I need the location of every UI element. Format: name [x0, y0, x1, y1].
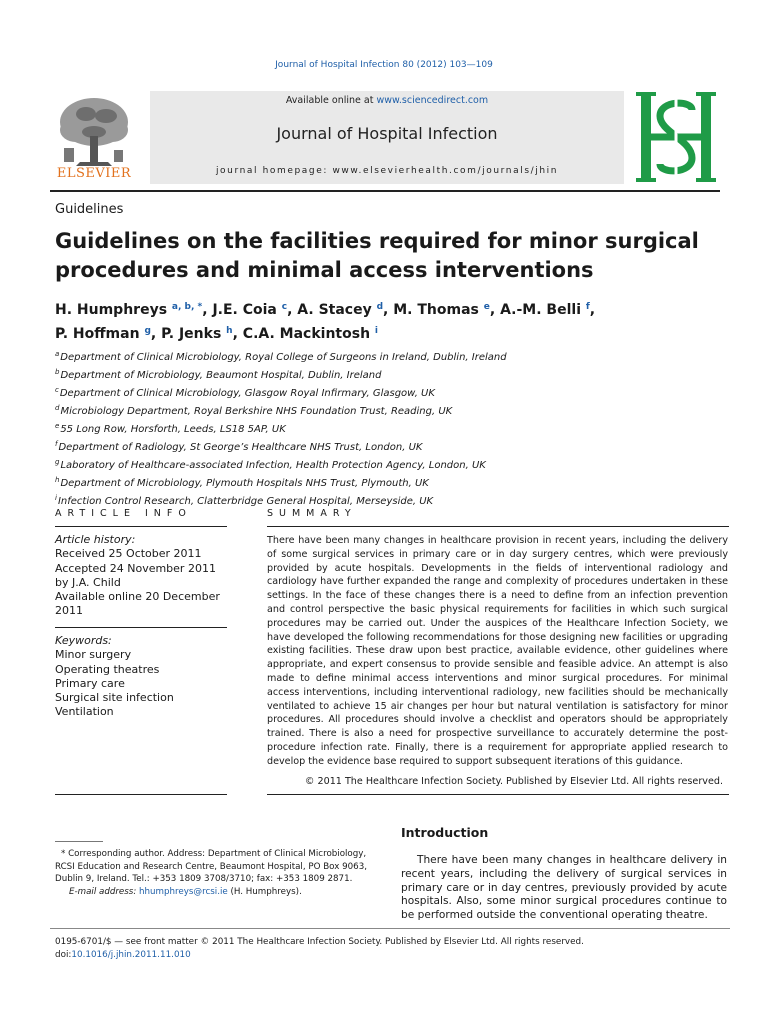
- summary-rule: [267, 794, 729, 795]
- journal-homepage-link[interactable]: journal homepage: www.elsevierhealth.com/journals/jhin: [215, 166, 559, 176]
- footnote-rule: [55, 841, 103, 842]
- doi-link[interactable]: 10.1016/j.jhin.2011.11.010: [71, 950, 191, 960]
- introduction-heading: Introduction: [401, 825, 489, 840]
- history-line: Received 25 October 2011: [55, 547, 202, 561]
- author: P. Jenks $^h$,: [161, 326, 243, 342]
- history-line: Available online 20 December: [55, 590, 220, 604]
- journal-citation[interactable]: Journal of Hospital Infection 80 (2012) 103—109: [275, 60, 493, 70]
- affiliation: $^h$Department of Microbiology, Plymouth Hospitals NHS Trust, Plymouth, UK: [55, 476, 429, 489]
- keyword: Operating theatres: [55, 662, 160, 676]
- article-info-rule: [55, 526, 227, 527]
- article-title: Guidelines on the facilities required for minor surgical procedures and minimal access interventions: [55, 229, 699, 282]
- affiliation: $^b$Department of Microbiology, Beaumont Hospital, Dublin, Ireland: [55, 368, 382, 381]
- article-history: [55, 533, 230, 619]
- available-online-line: [150, 95, 624, 106]
- history-line: Accepted 24 November 2011: [55, 561, 216, 575]
- affiliation: $^i$Infection Control Research, Clatterbridge General Hospital, Merseyside, UK: [55, 494, 434, 507]
- issn-text: 0195-6701/$ — see front matter © 2011 The Healthcare Infection Society. Published by Elsevier Ltd. All rights reserved.: [55, 937, 584, 947]
- author: M. Thomas $^e$,: [393, 302, 501, 318]
- author-list: [55, 297, 745, 345]
- his-society-logo: [632, 88, 720, 186]
- email-label: E-mail address:: [69, 886, 140, 897]
- affiliation-list: [55, 347, 745, 509]
- section-label: Guidelines: [55, 202, 124, 217]
- keywords-label: Keywords:: [55, 634, 112, 647]
- article-info-rule: [55, 794, 227, 795]
- email-link[interactable]: hhumphreys@rcsi.ie: [139, 886, 228, 897]
- keyword: Minor surgery: [55, 648, 132, 662]
- article-info-rule: [55, 627, 227, 628]
- keyword: Ventilation: [55, 705, 114, 719]
- author-affil-link[interactable]: i: [374, 326, 379, 336]
- header-rule: [50, 190, 720, 192]
- affiliation: $^f$Department of Radiology, St George’s Healthcare NHS Trust, London, UK: [55, 440, 423, 453]
- summary-copyright: © 2011 The Healthcare Infection Society. Published by Elsevier Ltd. All rights reserved.: [304, 776, 723, 787]
- summary-text: There have been many changes in healthcare provision in recent years, including the delivery of some surgical services in primary care or in day surgery centres, which were previously provided by acute hospitals. Developments in the fields of interventional radiology and cardiology have further expanded the range and complexity of procedures undertaken in these settings. In the face of these changes there is a need to define from an infection prevention and control perspective the basic physical requirements for facilities in which such surgical procedures may be carried out. Under the auspices of the Healthcare Infection Society, we have developed the following recommendations for those designing new facilities or upgrading existing facilities. These draw upon best practice, available evidence, other guidelines where appropriate, and expert consensus to provide sensible and feasible advice. An attempt is also made to define minimal access interventions and minor surgical procedures. For minimal access interventions, including interventional radiology, new facilities should be mechanically ventilated to achieve 15 air changes per hour but natural ventilation is satisfactory for minor procedures. All procedures should involve a checklist and operators should be appropriately trained. There is also a need for prospective surveillance to accurately determine the post-procedure infection rate. Finally, there is a requirement for appropriate applied research to develop the evidence base required to support subsequent iterations of this guidance.: [267, 535, 728, 767]
- history-label: Article history:: [55, 533, 136, 546]
- author-affil-link[interactable]: c: [281, 302, 288, 312]
- available-online-label: Available online at: [285, 95, 377, 106]
- author: H. Humphreys $^{a, b, *}$,: [55, 302, 213, 318]
- author-affil-link[interactable]: g: [144, 326, 151, 336]
- sciencedirect-link[interactable]: www.sciencedirect.com: [376, 95, 489, 106]
- email-suffix: (H. Humphreys).: [227, 886, 302, 897]
- keyword: Primary care: [55, 676, 125, 690]
- affiliation: $^a$Department of Clinical Microbiology, Royal College of Surgeons in Ireland, Dublin, Ireland: [55, 350, 507, 363]
- author: A.-M. Belli $^f$,: [500, 302, 596, 318]
- author-affil-link[interactable]: f: [585, 302, 590, 312]
- corresponding-author-footnote: [55, 848, 385, 898]
- introduction-text: There have been many changes in healthcare delivery in recent years, including the delivery of surgical services in primary care or in day centres, previously provided by acute hospitals. Also, some minor surgical procedures continue to be performed outside the conventional operating theatre.: [401, 854, 727, 922]
- author-affil-link[interactable]: d: [376, 302, 384, 312]
- article-info-heading: ARTICLE INFO: [55, 508, 192, 519]
- keyword-list: [55, 634, 230, 720]
- history-line: 2011: [55, 604, 83, 618]
- affiliation: $^e$55 Long Row, Horsforth, Leeds, LS18 5AP, UK: [55, 422, 286, 435]
- keyword: Surgical site infection: [55, 691, 174, 705]
- bottom-rule: [50, 928, 730, 929]
- author: C.A. Mackintosh $^i$: [242, 326, 379, 342]
- history-line: by J.A. Child: [55, 575, 121, 589]
- author: P. Hoffman $^g$,: [55, 326, 162, 342]
- affiliation: $^d$Microbiology Department, Royal Berkshire NHS Foundation Trust, Reading, UK: [55, 404, 453, 417]
- summary-heading: SUMMARY: [267, 508, 357, 519]
- author-affil-link[interactable]: e: [483, 302, 490, 312]
- footnote-text: * Corresponding author. Address: Department of Clinical Microbiology, RCSI Education and Research Centre, Beaumont Hospital, PO Box 9063, Dublin 9, Ireland. Tel.: +353 1809 3708/3710; fax: +353 1809 2871.: [55, 849, 367, 884]
- journal-title: Journal of Hospital Infection: [276, 124, 498, 143]
- author: J.E. Coia $^c$,: [212, 302, 298, 318]
- author: A. Stacey $^d$,: [297, 302, 394, 318]
- author-affil-link[interactable]: a, b, *: [171, 302, 203, 312]
- front-matter-line: [55, 936, 584, 962]
- author-affil-link[interactable]: h: [226, 326, 233, 336]
- affiliation: $^g$Laboratory of Healthcare-associated Infection, Health Protection Agency, London, UK: [55, 458, 486, 471]
- doi-label: doi:: [55, 950, 72, 960]
- summary-rule: [267, 526, 729, 527]
- elsevier-wordmark: ELSEVIER: [56, 166, 132, 181]
- affiliation: $^c$Department of Clinical Microbiology, Glasgow Royal Infirmary, Glasgow, UK: [55, 386, 435, 399]
- journal-header-band: [150, 91, 624, 184]
